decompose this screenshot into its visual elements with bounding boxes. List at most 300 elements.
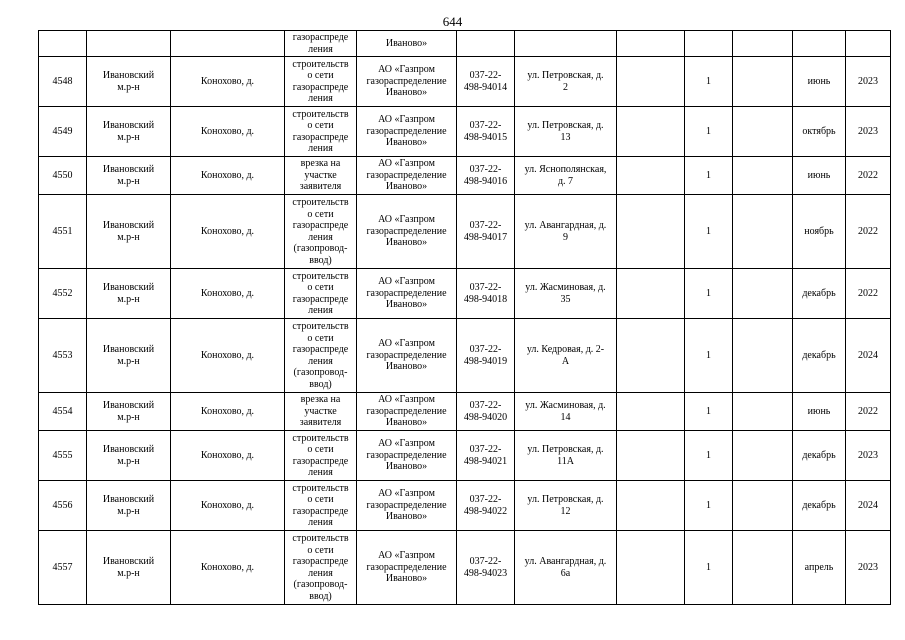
cell-address [515,531,617,605]
cell-month [793,195,846,269]
cell-month [793,157,846,195]
address-line: ул. Петровская, д. [527,70,604,81]
cell-locality [171,195,285,269]
cell-work-type [285,531,357,605]
table-body [39,31,891,605]
year-text: 2024 [858,499,878,511]
address-line: 6а [560,567,571,579]
count-text: 1 [706,225,711,237]
year-text: 2023 [858,125,878,137]
month-text: ноябрь [804,225,834,237]
cell-organization [357,431,457,481]
work-type-line: ления [308,517,333,528]
month-text: декабрь [802,287,836,299]
year-text: 2024 [858,349,878,361]
cell-code [457,57,515,107]
cell-month [793,393,846,431]
count-text: 1 [706,449,711,461]
cell-count [685,431,733,481]
cell-year [846,107,891,157]
count-text: 1 [706,75,711,87]
address-line: А [561,355,570,367]
work-type-line: (газопровод- [293,243,348,254]
district-line: м.р-н [117,231,140,243]
work-type-line: о сети [307,494,334,505]
district-line: Ивановский [102,164,155,175]
work-type-line: ввод) [309,378,332,390]
cell-count [685,57,733,107]
cell-organization [357,393,457,431]
organization-line: газораспределение [366,287,447,299]
cell-count [685,31,733,57]
address-line: 12 [560,505,571,517]
district-line: Ивановский [102,70,155,81]
cell-locality [171,319,285,393]
cell-address [515,431,617,481]
cell-organization [357,269,457,319]
code-line: 037-22- [469,120,502,131]
cell-empty [617,157,685,195]
work-type-line: строительств [292,321,349,332]
cell-count [685,195,733,269]
work-type-line: газораспреде [292,81,349,93]
district-line: Ивановский [102,282,155,293]
cell-empty [733,107,793,157]
cell-num [39,107,87,157]
month-text: октябрь [802,125,836,137]
cell-num [39,319,87,393]
work-type-line: ления [308,143,333,154]
organization-line: газораспределение [366,75,447,87]
locality-text: Конохово, д. [200,125,255,137]
cell-year [846,269,891,319]
cell-empty [733,195,793,269]
locality-text: Конохово, д. [200,349,255,361]
organization-line: Иваново» [385,37,428,49]
cell-empty [617,31,685,57]
code-line: 037-22- [469,344,502,355]
organization-line: Иваново» [385,87,428,99]
month-text: июнь [807,169,831,181]
table-row [39,481,891,531]
cell-empty [617,319,685,393]
work-type-line: ления [308,305,333,316]
cell-num [39,481,87,531]
cell-work-type [285,195,357,269]
table-row [39,269,891,319]
code-line: 498-94022 [463,505,508,517]
cell-address [515,195,617,269]
locality-text: Конохово, д. [200,499,255,511]
cell-empty [733,31,793,57]
cell-address [515,31,617,57]
address-line: ул. Жасминовая, д. [525,400,606,411]
work-type-line: газораспреде [292,556,349,567]
cell-district [87,531,171,605]
address-line: ул. Авангардная, д. [524,220,607,231]
work-type-line: ления [308,43,333,55]
work-type-line: (газопровод- [293,367,348,378]
work-type-line: врезка на [300,394,341,406]
cell-year [846,481,891,531]
work-type-line: строительств [292,197,349,208]
address-line: 14 [560,411,571,423]
district-line: м.р-н [117,175,140,187]
work-type-line: о сети [307,282,334,293]
locality-text: Конохово, д. [200,225,255,237]
work-type-line: о сети [307,332,334,344]
cell-count [685,393,733,431]
cell-empty [617,481,685,531]
cell-district [87,31,171,57]
cell-empty [733,319,793,393]
district-line: м.р-н [117,293,140,305]
cell-locality [171,269,285,319]
year-text: 2022 [858,225,878,237]
code-line: 037-22- [469,164,502,175]
cell-empty [617,269,685,319]
district-line: м.р-н [117,131,140,143]
count-text: 1 [706,349,711,361]
table-row [39,319,891,393]
table-row [39,393,891,431]
district-line: Ивановский [102,494,155,505]
organization-line: Иваново» [385,137,428,149]
cell-num [39,269,87,319]
cell-year [846,57,891,107]
row-number: 4552 [52,287,73,299]
cell-organization [357,319,457,393]
organization-line: газораспределение [366,349,447,361]
cell-month [793,531,846,605]
month-text: декабрь [802,449,836,461]
cell-organization [357,31,457,57]
count-text: 1 [706,405,711,417]
organization-line: газораспределение [366,499,447,511]
locality-text: Конохово, д. [200,405,255,417]
work-type-line: ввод) [309,590,332,602]
year-text: 2023 [858,75,878,87]
month-text: апрель [804,561,834,573]
cell-num [39,531,87,605]
work-type-line: врезка на [300,158,341,170]
code-line: 037-22- [469,556,502,567]
table-row [39,531,891,605]
organization-line: газораспределение [366,169,447,181]
cell-address [515,481,617,531]
organization-line: АО «Газпром [378,438,435,450]
organization-line: АО «Газпром [378,394,435,406]
year-text: 2022 [858,169,878,181]
code-line: 498-94017 [463,231,508,243]
work-type-line: строительств [292,108,349,120]
table-row [39,57,891,107]
work-type-line: газораспреде [292,455,349,467]
row-number: 4551 [52,225,73,237]
cell-work-type [285,57,357,107]
locality-text: Конохово, д. [200,169,255,181]
work-type-line: ления [308,93,333,104]
cell-empty [733,157,793,195]
work-type-line: заявителя [299,417,342,429]
district-line: Ивановский [102,220,155,231]
organization-line: газораспределение [366,561,447,573]
work-type-line: ввод) [309,254,332,266]
address-line: ул. Жасминовая, д. [525,282,606,293]
organization-line: АО «Газпром [378,338,435,350]
count-text: 1 [706,125,711,137]
cell-address [515,319,617,393]
cell-num [39,195,87,269]
district-line: м.р-н [117,81,140,93]
cell-year [846,195,891,269]
year-text: 2022 [858,405,878,417]
district-line: Ивановский [102,444,155,455]
count-text: 1 [706,169,711,181]
district-line: м.р-н [117,505,140,517]
organization-line: Иваново» [385,237,428,249]
code-line: 498-94016 [463,175,508,187]
cell-district [87,269,171,319]
cell-empty [617,195,685,269]
cell-empty [733,393,793,431]
count-text: 1 [706,499,711,511]
cell-district [87,57,171,107]
organization-line: газораспределение [366,405,447,417]
district-line: м.р-н [117,355,140,367]
cell-organization [357,531,457,605]
month-text: июнь [807,405,831,417]
row-number: 4548 [52,75,73,87]
cell-organization [357,57,457,107]
district-line: м.р-н [117,411,140,423]
cell-month [793,107,846,157]
cell-code [457,531,515,605]
cell-locality [171,393,285,431]
organization-line: газораспределение [366,225,447,237]
work-type-line: о сети [307,544,334,556]
work-type-line: газораспреде [292,505,349,517]
district-line: Ивановский [102,120,155,131]
work-type-line: участке [304,169,337,181]
code-line: 498-94014 [463,81,508,93]
cell-locality [171,31,285,57]
code-line: 037-22- [469,282,502,293]
month-text: декабрь [802,499,836,511]
work-type-line: ления [308,355,333,367]
cell-code [457,319,515,393]
cell-organization [357,107,457,157]
cell-month [793,57,846,107]
cell-address [515,393,617,431]
cell-count [685,319,733,393]
cell-district [87,319,171,393]
address-line: 35 [560,293,571,305]
cell-locality [171,157,285,195]
cell-address [515,157,617,195]
cell-year [846,393,891,431]
year-text: 2023 [858,561,878,573]
work-type-line: газораспреде [292,220,349,231]
registry-table [38,30,891,605]
cell-district [87,431,171,481]
address-line: 13 [560,131,571,143]
address-line: 9 [563,231,568,243]
cell-num [39,57,87,107]
address-line: ул. Петровская, д. [527,120,604,131]
table-row [39,157,891,195]
cell-empty [733,531,793,605]
cell-empty [617,531,685,605]
count-text: 1 [706,287,711,299]
district-line: м.р-н [117,455,140,467]
cell-year [846,531,891,605]
cell-num [39,393,87,431]
organization-line: АО «Газпром [378,114,435,126]
code-line: 498-94019 [463,355,508,367]
work-type-line: участке [304,405,337,417]
address-line: ул. Авангардная, д. [524,556,607,567]
cell-month [793,431,846,481]
organization-line: Иваново» [385,573,428,585]
cell-num [39,431,87,481]
cell-organization [357,481,457,531]
work-type-line: газораспреде [292,131,349,143]
locality-text: Конохово, д. [200,561,255,573]
cell-year [846,319,891,393]
organization-line: АО «Газпром [378,214,435,226]
organization-line: АО «Газпром [378,488,435,500]
work-type-line: ления [308,567,333,579]
cell-work-type [285,431,357,481]
work-type-line: строительств [292,432,349,444]
cell-organization [357,195,457,269]
address-line: д. 7 [557,175,574,187]
work-type-line: ления [308,231,333,243]
cell-empty [733,269,793,319]
code-line: 037-22- [469,400,502,411]
work-type-line: газораспреде [292,344,349,355]
cell-month [793,481,846,531]
cell-work-type [285,269,357,319]
work-type-line: строительств [292,58,349,70]
cell-empty [617,393,685,431]
code-line: 498-94015 [463,131,508,143]
work-type-line: газораспреде [292,293,349,305]
row-number: 4557 [52,561,73,573]
organization-line: Иваново» [385,417,428,429]
organization-line: АО «Газпром [378,64,435,76]
organization-line: АО «Газпром [378,276,435,288]
month-text: июнь [807,75,831,87]
continuation-row [39,31,891,57]
row-number: 4556 [52,499,73,511]
cell-month [793,31,846,57]
cell-count [685,157,733,195]
address-line: ул. Петровская, д. [527,494,604,505]
cell-empty [733,431,793,481]
year-text: 2022 [858,287,878,299]
address-line: ул. Петровская, д. [527,444,604,455]
work-type-line: строительств [292,482,349,494]
cell-code [457,195,515,269]
cell-num [39,157,87,195]
address-line: 11А [557,455,574,467]
row-number: 4553 [52,349,73,361]
cell-count [685,481,733,531]
locality-text: Конохово, д. [200,449,255,461]
year-text: 2023 [858,449,878,461]
cell-empty [733,481,793,531]
cell-locality [171,107,285,157]
code-line: 498-94020 [463,411,508,423]
work-type-line: о сети [307,70,334,81]
cell-empty [617,57,685,107]
cell-year [846,431,891,481]
cell-empty [617,431,685,481]
organization-line: Иваново» [385,511,428,523]
count-text: 1 [706,561,711,573]
cell-count [685,531,733,605]
month-text: декабрь [802,349,836,361]
cell-district [87,107,171,157]
cell-work-type [285,393,357,431]
cell-empty [733,57,793,107]
district-line: м.р-н [117,567,140,579]
address-line: ул. Яснополянская, [524,164,607,175]
cell-month [793,269,846,319]
cell-code [457,157,515,195]
work-type-line: о сети [307,208,334,220]
work-type-line: (газопровод- [293,579,348,590]
cell-district [87,195,171,269]
cell-month [793,319,846,393]
cell-address [515,269,617,319]
district-line: Ивановский [102,400,155,411]
work-type-line: строительств [292,270,349,282]
row-number: 4550 [52,169,73,181]
cell-locality [171,57,285,107]
cell-empty [617,107,685,157]
organization-line: газораспределение [366,125,447,137]
cell-count [685,269,733,319]
cell-work-type [285,481,357,531]
code-line: 498-94021 [463,455,508,467]
district-line: Ивановский [102,344,155,355]
cell-address [515,107,617,157]
address-line: ул. Кедровая, д. 2- [526,344,605,355]
work-type-line: газораспреде [292,32,349,43]
cell-code [457,107,515,157]
cell-district [87,481,171,531]
cell-count [685,107,733,157]
address-line: 2 [563,81,568,93]
row-number: 4555 [52,449,73,461]
cell-code [457,431,515,481]
cell-work-type [285,157,357,195]
organization-line: АО «Газпром [378,550,435,562]
organization-line: Иваново» [385,299,428,311]
district-line: Ивановский [102,556,155,567]
cell-work-type [285,31,357,57]
locality-text: Конохово, д. [200,75,255,87]
row-number: 4554 [52,405,73,417]
cell-code [457,393,515,431]
table-row [39,431,891,481]
cell-organization [357,157,457,195]
code-line: 498-94018 [463,293,508,305]
cell-code [457,31,515,57]
